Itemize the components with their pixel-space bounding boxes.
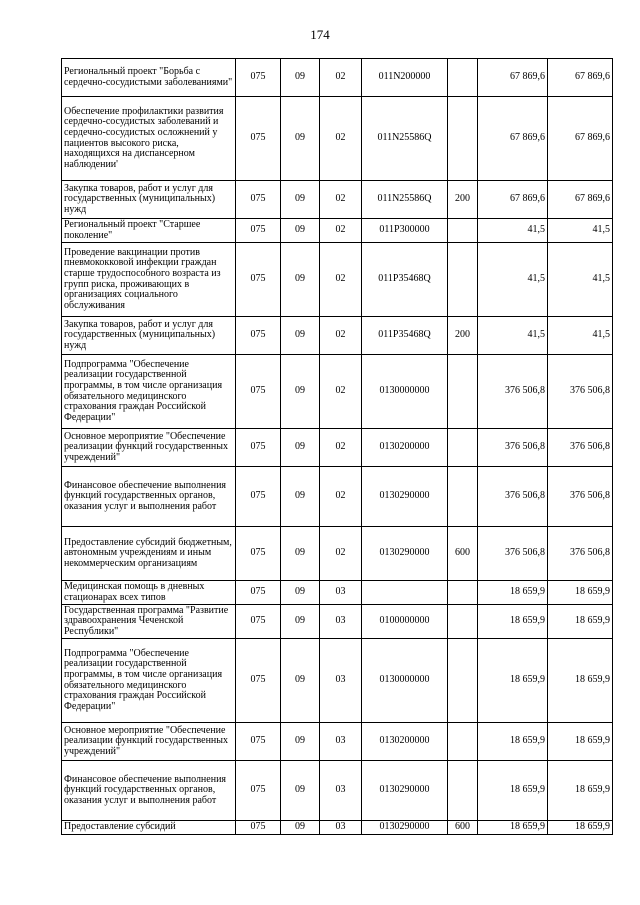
table-row xyxy=(62,243,613,317)
cell-subsection: 03 xyxy=(320,605,362,639)
cell-amount-2: 376 506,8 xyxy=(548,527,613,581)
cell-target-article: 011P300000 xyxy=(362,219,448,243)
cell-amount-2: 376 506,8 xyxy=(548,355,613,429)
cell-amount-2: 67 869,6 xyxy=(548,181,613,219)
table-row xyxy=(62,355,613,429)
cell-amount-1: 18 659,9 xyxy=(478,581,548,605)
cell-name: Закупка товаров, работ и услуг для государственных (муниципальных) нужд xyxy=(62,317,236,355)
cell-name: Предоставление субсидий бюджетным, автономным учреждениям и иным некоммерческим организациям xyxy=(62,527,236,581)
cell-subsection: 02 xyxy=(320,59,362,97)
table-row xyxy=(62,821,613,835)
cell-amount-2: 18 659,9 xyxy=(548,761,613,821)
table-row xyxy=(62,317,613,355)
cell-section: 09 xyxy=(281,355,320,429)
cell-ministry: 075 xyxy=(236,181,281,219)
cell-amount-1: 67 869,6 xyxy=(478,59,548,97)
cell-target-article: 0130000000 xyxy=(362,639,448,723)
cell-ministry: 075 xyxy=(236,723,281,761)
cell-expense-type xyxy=(448,605,478,639)
cell-ministry: 075 xyxy=(236,243,281,317)
cell-subsection: 03 xyxy=(320,639,362,723)
cell-name: Финансовое обеспечение выполнения функций государственных органов, оказания услуг и выполнения работ xyxy=(62,467,236,527)
cell-subsection: 03 xyxy=(320,761,362,821)
cell-ministry: 075 xyxy=(236,59,281,97)
table-row xyxy=(62,761,613,821)
cell-target-article xyxy=(362,581,448,605)
table-body xyxy=(62,59,613,835)
table-row xyxy=(62,219,613,243)
cell-amount-2: 67 869,6 xyxy=(548,97,613,181)
cell-amount-2: 41,5 xyxy=(548,317,613,355)
cell-section: 09 xyxy=(281,527,320,581)
cell-expense-type: 200 xyxy=(448,181,478,219)
cell-amount-1: 376 506,8 xyxy=(478,467,548,527)
cell-subsection: 02 xyxy=(320,219,362,243)
cell-amount-1: 18 659,9 xyxy=(478,761,548,821)
cell-ministry: 075 xyxy=(236,317,281,355)
cell-subsection: 03 xyxy=(320,723,362,761)
cell-target-article: 011N200000 xyxy=(362,59,448,97)
cell-section: 09 xyxy=(281,723,320,761)
cell-subsection: 02 xyxy=(320,243,362,317)
cell-target-article: 0130290000 xyxy=(362,821,448,835)
cell-name: Проведение вакцинации против пневмококковой инфекции граждан старше трудоспособного возраста из групп риска, проживающих в организациях социального обслуживания xyxy=(62,243,236,317)
cell-name: Государственная программа "Развитие здравоохранения Чеченской Республики" xyxy=(62,605,236,639)
cell-section: 09 xyxy=(281,59,320,97)
cell-target-article: 0130290000 xyxy=(362,761,448,821)
cell-name: Предоставление субсидий xyxy=(62,821,236,835)
cell-name: Региональный проект "Борьба с сердечно-сосудистыми заболеваниями" xyxy=(62,59,236,97)
cell-name: Подпрограмма "Обеспечение реализации государственной программы, в том числе организация обязательного медицинского страхования граждан Российской Федерации" xyxy=(62,639,236,723)
cell-section: 09 xyxy=(281,639,320,723)
cell-name: Обеспечение профилактики развития сердечно-сосудистых заболеваний и сердечно-сосудистых осложнений у пациентов высокого риска, находящихся на диспансерном наблюдении' xyxy=(62,97,236,181)
cell-name: Финансовое обеспечение выполнения функций государственных органов, оказания услуг и выполнения работ xyxy=(62,761,236,821)
cell-section: 09 xyxy=(281,97,320,181)
cell-target-article: 0130000000 xyxy=(362,355,448,429)
cell-amount-2: 67 869,6 xyxy=(548,59,613,97)
cell-subsection: 02 xyxy=(320,467,362,527)
cell-expense-type xyxy=(448,59,478,97)
cell-subsection: 02 xyxy=(320,355,362,429)
cell-expense-type xyxy=(448,761,478,821)
cell-subsection: 02 xyxy=(320,317,362,355)
cell-subsection: 03 xyxy=(320,581,362,605)
table-row xyxy=(62,605,613,639)
cell-ministry: 075 xyxy=(236,97,281,181)
cell-ministry: 075 xyxy=(236,467,281,527)
cell-target-article: 011P35468Q xyxy=(362,243,448,317)
cell-name: Медицинская помощь в дневных стационарах всех типов xyxy=(62,581,236,605)
page-number: 174 xyxy=(310,27,330,42)
cell-target-article: 0130290000 xyxy=(362,527,448,581)
cell-name: Основное мероприятие "Обеспечение реализации функций государственных учреждений" xyxy=(62,429,236,467)
cell-amount-2: 18 659,9 xyxy=(548,639,613,723)
cell-amount-2: 41,5 xyxy=(548,219,613,243)
cell-expense-type xyxy=(448,97,478,181)
cell-amount-2: 41,5 xyxy=(548,243,613,317)
cell-section: 09 xyxy=(281,821,320,835)
budget-table xyxy=(61,58,613,835)
cell-expense-type xyxy=(448,355,478,429)
cell-amount-2: 376 506,8 xyxy=(548,467,613,527)
table-row xyxy=(62,59,613,97)
cell-target-article: 0130200000 xyxy=(362,429,448,467)
cell-amount-1: 67 869,6 xyxy=(478,181,548,219)
cell-target-article: 0130200000 xyxy=(362,723,448,761)
cell-expense-type xyxy=(448,467,478,527)
cell-amount-2: 18 659,9 xyxy=(548,581,613,605)
cell-target-article: 011N25586Q xyxy=(362,181,448,219)
cell-amount-1: 376 506,8 xyxy=(478,355,548,429)
cell-ministry: 075 xyxy=(236,761,281,821)
cell-amount-1: 376 506,8 xyxy=(478,429,548,467)
cell-name: Подпрограмма "Обеспечение реализации государственной программы, в том числе организация обязательного медицинского страхования граждан Российской Федерации" xyxy=(62,355,236,429)
cell-section: 09 xyxy=(281,761,320,821)
cell-amount-1: 18 659,9 xyxy=(478,605,548,639)
cell-amount-1: 41,5 xyxy=(478,243,548,317)
cell-amount-2: 18 659,9 xyxy=(548,821,613,835)
cell-section: 09 xyxy=(281,605,320,639)
cell-section: 09 xyxy=(281,219,320,243)
cell-amount-2: 18 659,9 xyxy=(548,605,613,639)
cell-target-article: 0130290000 xyxy=(362,467,448,527)
cell-expense-type: 600 xyxy=(448,821,478,835)
cell-ministry: 075 xyxy=(236,355,281,429)
cell-section: 09 xyxy=(281,243,320,317)
table-row xyxy=(62,581,613,605)
cell-subsection: 02 xyxy=(320,97,362,181)
cell-section: 09 xyxy=(281,429,320,467)
cell-expense-type xyxy=(448,639,478,723)
table-row xyxy=(62,97,613,181)
cell-subsection: 02 xyxy=(320,527,362,581)
cell-expense-type: 600 xyxy=(448,527,478,581)
table-row xyxy=(62,429,613,467)
cell-name: Закупка товаров, работ и услуг для государственных (муниципальных) нужд xyxy=(62,181,236,219)
cell-expense-type xyxy=(448,581,478,605)
table-row xyxy=(62,527,613,581)
cell-target-article: 0100000000 xyxy=(362,605,448,639)
cell-amount-1: 376 506,8 xyxy=(478,527,548,581)
cell-section: 09 xyxy=(281,181,320,219)
cell-ministry: 075 xyxy=(236,429,281,467)
cell-ministry: 075 xyxy=(236,219,281,243)
cell-subsection: 03 xyxy=(320,821,362,835)
cell-amount-2: 376 506,8 xyxy=(548,429,613,467)
cell-amount-1: 18 659,9 xyxy=(478,639,548,723)
cell-expense-type: 200 xyxy=(448,317,478,355)
cell-amount-1: 67 869,6 xyxy=(478,97,548,181)
cell-ministry: 075 xyxy=(236,581,281,605)
cell-expense-type xyxy=(448,723,478,761)
cell-ministry: 075 xyxy=(236,639,281,723)
table-row xyxy=(62,639,613,723)
cell-expense-type xyxy=(448,429,478,467)
cell-ministry: 075 xyxy=(236,527,281,581)
cell-expense-type xyxy=(448,219,478,243)
cell-section: 09 xyxy=(281,581,320,605)
cell-amount-1: 18 659,9 xyxy=(478,821,548,835)
table-row xyxy=(62,181,613,219)
cell-subsection: 02 xyxy=(320,181,362,219)
cell-amount-1: 41,5 xyxy=(478,317,548,355)
table-row xyxy=(62,723,613,761)
cell-amount-2: 18 659,9 xyxy=(548,723,613,761)
cell-name: Региональный проект "Старшее поколение" xyxy=(62,219,236,243)
cell-target-article: 011P35468Q xyxy=(362,317,448,355)
cell-ministry: 075 xyxy=(236,821,281,835)
cell-section: 09 xyxy=(281,467,320,527)
cell-section: 09 xyxy=(281,317,320,355)
cell-ministry: 075 xyxy=(236,605,281,639)
table-row xyxy=(62,467,613,527)
cell-name: Основное мероприятие "Обеспечение реализации функций государственных учреждений" xyxy=(62,723,236,761)
cell-subsection: 02 xyxy=(320,429,362,467)
cell-amount-1: 41,5 xyxy=(478,219,548,243)
cell-expense-type xyxy=(448,243,478,317)
cell-target-article: 011N25586Q xyxy=(362,97,448,181)
cell-amount-1: 18 659,9 xyxy=(478,723,548,761)
